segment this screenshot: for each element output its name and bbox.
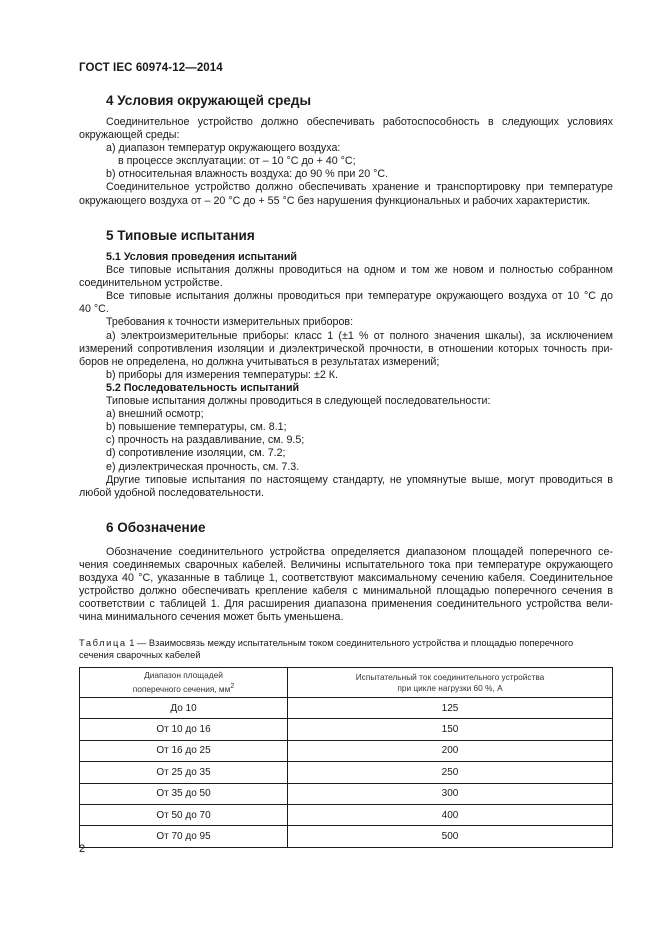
s6-line6: чина минимального сечения может быть уменьшена. <box>79 611 344 624</box>
document-header: ГОСТ IEC 60974-12—2014 <box>79 62 223 74</box>
s5-p5-line2: любой удобной последовательности. <box>79 486 264 499</box>
s5-p1-line1: Все типовые испытания должны проводиться на одном и том же новом и полностью собранном <box>106 264 613 277</box>
col1-header-line1: Диапазон площадей <box>144 670 223 681</box>
cell-current: 125 <box>288 698 613 719</box>
cell-range: От 16 до 25 <box>80 740 288 761</box>
cell-current: 400 <box>288 804 613 825</box>
section-4-body <box>79 116 613 208</box>
table-header-range <box>80 668 288 698</box>
table-row <box>80 719 613 740</box>
s4-p1-line1: Соединительное устройство должно обеспечивать работоспособность в следующих условиях <box>106 116 613 128</box>
cell-current: 300 <box>288 783 613 804</box>
s5-seq-b: b) повышение температуры, см. 8.1; <box>106 421 287 434</box>
s5-seq-c: с) прочность на раздавливание, см. 9.5; <box>106 434 305 447</box>
s5-p3: Требования к точности измерительных приборов: <box>106 316 354 329</box>
table-header-current <box>288 668 613 698</box>
s5-p1-line2: соединительном устройстве. <box>79 277 223 290</box>
table-caption-line1 <box>79 637 619 649</box>
s6-line2: чения соединяемых сварочных кабелей. Величины испытательного тока при температуре окружающего <box>79 559 613 572</box>
table-row <box>80 783 613 804</box>
col1-header-unit: поперечного сечения, мм <box>132 683 231 694</box>
s5-seq-a: а) внешний осмотр; <box>106 408 204 421</box>
cell-range: От 70 до 95 <box>80 826 288 847</box>
cell-current: 250 <box>288 762 613 783</box>
col2-header-line1: Испытательный ток соединительного устройства <box>355 671 545 682</box>
s5-item-a-line2: измерений сопротивления изоляции и диэлектрической прочности, в отношении которых точность при- <box>79 342 613 355</box>
s4-item-a-sub: в процессе эксплуатации: от – 10 °С до + 40 °С; <box>118 155 356 168</box>
s4-item-b: b) относительная влажность воздуха: до 90 % при 20 °С. <box>106 168 389 181</box>
table-caption-label: Таблица <box>79 638 127 648</box>
table-row <box>80 804 613 825</box>
col1-header-line2 <box>80 681 287 695</box>
s4-p2-line1: Соединительное устройство должно обеспечивать хранение и транспортировку при температуре <box>106 181 613 194</box>
section-6-title: 6 Обозначение <box>106 520 206 535</box>
page-number: 2 <box>79 843 86 855</box>
s5-1-title: 5.1 Условия проведения испытаний <box>106 251 297 263</box>
col2-header-line2: при цикле нагрузки 60 %, А <box>397 682 503 693</box>
table-row <box>80 740 613 761</box>
section-5-title: 5 Типовые испытания <box>106 228 255 243</box>
cell-range: От 50 до 70 <box>80 804 288 825</box>
s6-line5: соответствии с таблицей 1. Для расширения диапазона применения соединительного устройства вели- <box>79 598 613 611</box>
s5-item-a-line3: боров не определена, но должна учитываться в результатах измерений; <box>79 355 440 368</box>
s5-p5-line1: Другие типовые испытания по настоящему стандарту, не упомянутые выше, могут проводиться в <box>106 473 613 486</box>
s6-line4: устройство должно обеспечивать крепление кабеля с минимальной площадью поперечного сечения в <box>79 585 613 598</box>
s5-p2-line2: 40 °С. <box>79 303 109 316</box>
table-row <box>80 826 613 847</box>
s5-item-a-line1: а) электроизмерительные приборы: класс 1 (±1 % от полного значения шкалы), за исключением <box>106 329 613 342</box>
table-header-row <box>80 668 613 698</box>
s5-p2-line1: Все типовые испытания должны проводиться при температуре окружающего воздуха от 10 °С до <box>106 290 613 303</box>
cell-current: 150 <box>288 719 613 740</box>
s5-seq-d: d) сопротивление изоляции, см. 7.2; <box>106 447 286 460</box>
table-caption <box>79 637 619 661</box>
table-caption-line2: сечения сварочных кабелей <box>79 650 201 660</box>
s4-item-a: а) диапазон температур окружающего воздуха: <box>106 142 341 155</box>
table-row <box>80 762 613 783</box>
cell-current: 200 <box>288 740 613 761</box>
data-table <box>79 667 613 848</box>
table-row <box>80 698 613 719</box>
s5-p4: Типовые испытания должны проводиться в следующей последовательности: <box>106 395 491 408</box>
s4-p2-line2: окружающего воздуха от – 20 °С до + 55 °С без нарушения функциональных и рабочих характеристик. <box>79 194 591 207</box>
cell-range: От 10 до 16 <box>80 719 288 740</box>
s5-item-b: b) приборы для измерения температуры: ±2 К. <box>106 368 338 381</box>
section-6-body <box>79 546 613 625</box>
section-4-title: 4 Условия окружающей среды <box>106 93 312 108</box>
section-5-body <box>79 251 613 500</box>
s6-line3: воздуха 40 °С, указанные в таблице 1, соответствуют максимальному сечению кабеля. Соединительное <box>79 572 613 585</box>
cell-current: 500 <box>288 826 613 847</box>
cell-range: От 35 до 50 <box>80 783 288 804</box>
cell-range: До 10 <box>80 698 288 719</box>
s5-seq-e: е) диэлектрическая прочность, см. 7.3. <box>106 460 300 473</box>
cell-range: От 25 до 35 <box>80 762 288 783</box>
s5-2-title: 5.2 Последовательность испытаний <box>106 381 300 394</box>
s6-line1: Обозначение соединительного устройства определяется диапазоном площадей поперечного се- <box>106 546 613 558</box>
table-caption-text: 1 — Взаимосвязь между испытательным током соединительного устройства и площадью поперечного <box>126 638 574 648</box>
col1-header-sup: 2 <box>230 683 235 691</box>
s4-p1-line2: окружающей среды: <box>79 129 180 142</box>
